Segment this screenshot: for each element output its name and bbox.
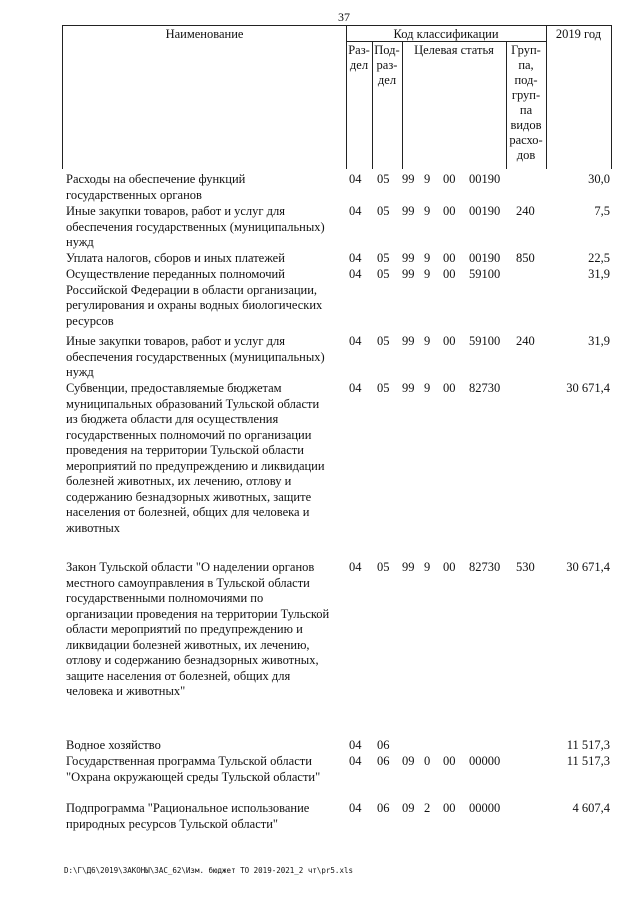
row-name: Закон Тульской области "О наделении органов местного самоуправления в Тульской области государственными полномочиями по организации проведения на территории Тульской области мероприятий по предупреждению и ликвидации болезней животных, их лечению, отлову и содержанию безнадзорных животных, защите населения от болезней, общих для человека и животных" xyxy=(66,560,330,698)
code-vr: 240 xyxy=(516,334,535,348)
row-amount: 30 671,4 xyxy=(566,381,610,395)
code-pr: 06 xyxy=(377,738,390,752)
code-t4: 59100 xyxy=(469,267,501,281)
code-t3: 00 xyxy=(443,754,456,768)
code-pr: 05 xyxy=(377,381,390,395)
code-pr: 06 xyxy=(377,801,390,815)
code-rz: 04 xyxy=(349,381,362,395)
code-t2: 9 xyxy=(424,334,431,348)
code-rz: 04 xyxy=(349,172,362,186)
code-t1: 99 xyxy=(402,560,415,574)
code-t4: 00000 xyxy=(469,801,501,815)
code-t1: 09 xyxy=(402,754,415,768)
row-name: Подпрограмма "Рациональное использование природных ресурсов Тульской области" xyxy=(66,801,310,831)
code-vr: 240 xyxy=(516,204,535,218)
code-t1: 99 xyxy=(402,267,415,281)
row-amount: 11 517,3 xyxy=(566,754,610,768)
code-rz: 04 xyxy=(349,738,362,752)
row-amount: 11 517,3 xyxy=(566,738,610,752)
code-pr: 05 xyxy=(377,267,390,281)
code-rz: 04 xyxy=(349,251,362,265)
code-pr: 05 xyxy=(377,251,390,265)
code-vr: 530 xyxy=(516,560,535,574)
code-rz: 04 xyxy=(349,801,362,815)
header-code-group: Код классификации xyxy=(393,27,499,41)
code-t1: 99 xyxy=(402,172,415,186)
code-t4: 82730 xyxy=(469,560,501,574)
code-t4: 00190 xyxy=(469,251,501,265)
row-amount: 31,9 xyxy=(588,267,610,281)
code-pr: 05 xyxy=(377,204,390,218)
row-name: Субвенции, предоставляемые бюджетам муниципальных образований Тульской области из бюджета области для осуществления государственных полномочий по организации проведения на территории Тульской области мероприятий по предупреждению и ликвидации болезней животных, их лечению, отлову и содержанию безнадзорных животных, защите населения от болезней, общих для человека и животных xyxy=(66,381,325,535)
code-t3: 00 xyxy=(443,172,456,186)
code-pr: 06 xyxy=(377,754,390,768)
code-t2: 9 xyxy=(424,172,431,186)
code-vr: 850 xyxy=(516,251,535,265)
code-t2: 9 xyxy=(424,381,431,395)
code-t2: 9 xyxy=(424,251,431,265)
row-name: Иные закупки товаров, работ и услуг для обеспечения государственных (муниципальных) нужд xyxy=(66,204,325,249)
code-t3: 00 xyxy=(443,334,456,348)
header-target: Целевая статья xyxy=(414,43,494,57)
code-t1: 99 xyxy=(402,334,415,348)
code-t1: 99 xyxy=(402,204,415,218)
code-rz: 04 xyxy=(349,560,362,574)
code-rz: 04 xyxy=(349,334,362,348)
header-group: Груп- па, под- груп- па видов расхо- дов xyxy=(509,43,543,162)
row-amount: 4 607,4 xyxy=(572,801,610,815)
code-t1: 99 xyxy=(402,251,415,265)
row-name: Водное хозяйство xyxy=(66,738,161,752)
code-t3: 00 xyxy=(443,801,456,815)
header-podrazdel: Под- раз- дел xyxy=(374,43,400,87)
code-t2: 2 xyxy=(424,801,431,815)
row-amount: 7,5 xyxy=(594,204,610,218)
code-t1: 99 xyxy=(402,381,415,395)
code-t4: 00190 xyxy=(469,204,501,218)
code-rz: 04 xyxy=(349,267,362,281)
code-t2: 0 xyxy=(424,754,431,768)
code-t4: 00190 xyxy=(469,172,501,186)
row-amount: 30 671,4 xyxy=(566,560,610,574)
code-rz: 04 xyxy=(349,204,362,218)
page-number: 37 xyxy=(338,10,350,24)
code-t2: 9 xyxy=(424,204,431,218)
code-t3: 00 xyxy=(443,560,456,574)
code-t4: 82730 xyxy=(469,381,501,395)
code-t3: 00 xyxy=(443,251,456,265)
row-amount: 22,5 xyxy=(588,251,610,265)
row-amount: 30,0 xyxy=(588,172,610,186)
code-pr: 05 xyxy=(377,560,390,574)
code-t2: 9 xyxy=(424,267,431,281)
row-name: Уплата налогов, сборов и иных платежей xyxy=(66,251,285,265)
header-year: 2019 год xyxy=(555,27,602,41)
code-t1: 09 xyxy=(402,801,415,815)
row-name: Иные закупки товаров, работ и услуг для обеспечения государственных (муниципальных) нужд xyxy=(66,334,325,379)
table-header xyxy=(62,25,612,169)
row-name: Государственная программа Тульской области "Охрана окружающей среды Тульской области" xyxy=(66,754,321,784)
row-amount: 31,9 xyxy=(588,334,610,348)
code-t2: 9 xyxy=(424,560,431,574)
code-pr: 05 xyxy=(377,334,390,348)
code-rz: 04 xyxy=(349,754,362,768)
code-t3: 00 xyxy=(443,381,456,395)
code-t4: 59100 xyxy=(469,334,501,348)
file-path-footer: D:\Г\Д6\2019\ЗАКОНЫ\ЗАС_62\Изм. бюджет ТО 2019-2021_2 чт\pr5.xls xyxy=(64,866,353,875)
header-razdel: Раз- дел xyxy=(348,43,370,72)
header-name: Наименование xyxy=(165,27,244,41)
code-pr: 05 xyxy=(377,172,390,186)
code-t3: 00 xyxy=(443,204,456,218)
row-name: Расходы на обеспечение функций государственных органов xyxy=(66,172,246,202)
row-name: Осуществление переданных полномочий Российской Федерации в области организации, регулирования и охраны водных биологических ресурсов xyxy=(66,267,323,328)
code-t4: 00000 xyxy=(469,754,501,768)
code-t3: 00 xyxy=(443,267,456,281)
